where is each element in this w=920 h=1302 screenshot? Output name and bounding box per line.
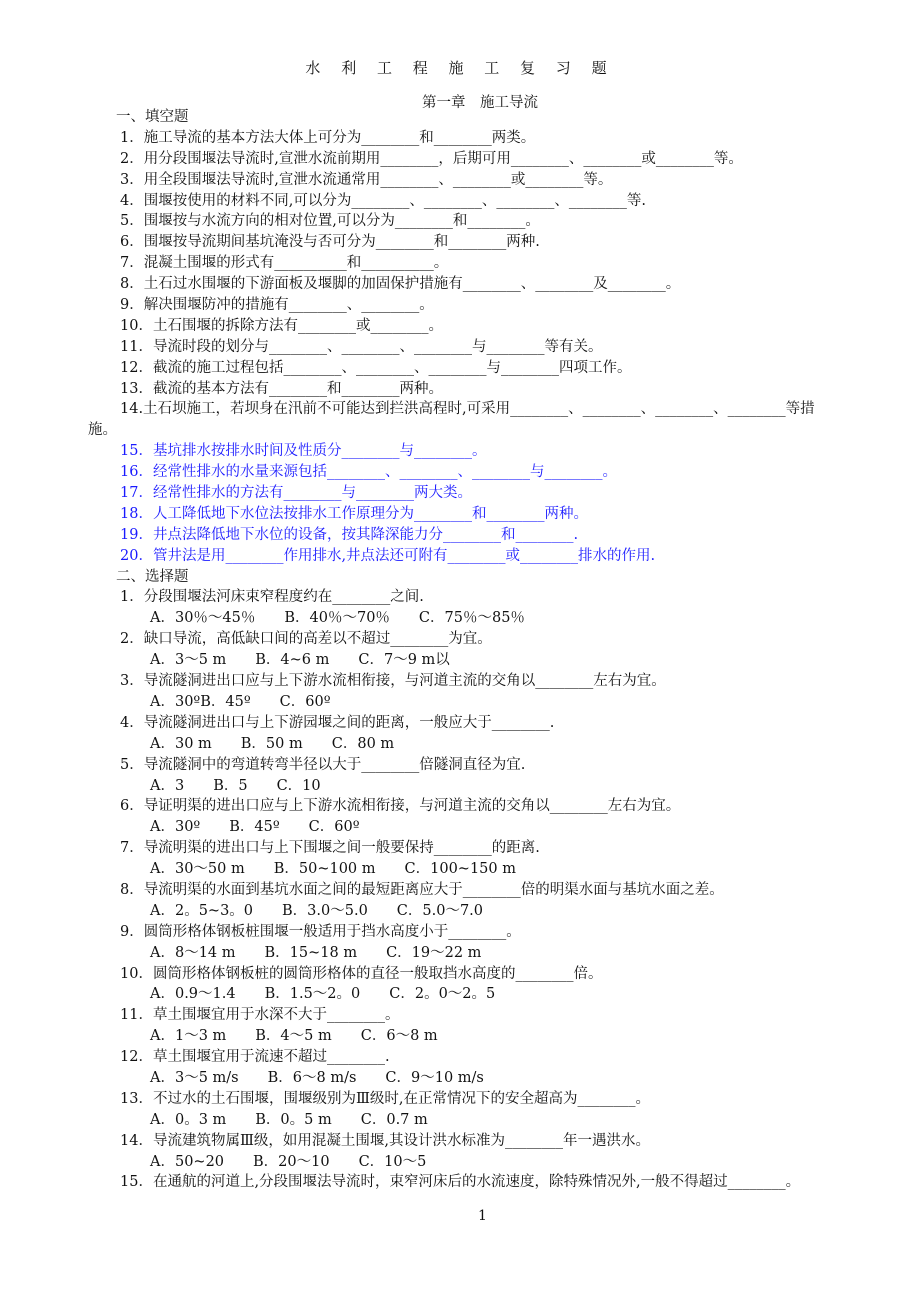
fill-question-blue: 18．人工降低地下水位法按排水工作原理分为________和________两种。 <box>120 505 588 522</box>
choice-question-15: 15．在通航的河道上,分段围堰法导流时，束窄河床后的水流速度，除特殊情况外,一般不得超过________。 <box>120 1174 801 1191</box>
fill-question-blue: 17．经常性排水的方法有________与________两大类。 <box>120 485 472 502</box>
fill-question-blue: 15．基坑排水按排水时间及性质分________与________。 <box>120 443 487 460</box>
document-title: 水 利 工 程 施 工 复 习 题 <box>305 59 615 77</box>
choice-options: A．30 m B．50 m C．80 m <box>150 735 395 752</box>
choice-question: 9．圆筒形格体钢板桩围堰一般适用于挡水高度小于________。 <box>120 923 521 940</box>
choice-options: A．8～14 m B．15~18 m C．19～22 m <box>150 944 482 961</box>
fill-question: 11．导流时段的划分与________、________、________与________等有关。 <box>120 338 603 355</box>
fill-question-14-continued: 施。 <box>88 422 117 439</box>
choice-options: A．30％～45％ B．40％～70％ C．75％～85％ <box>150 610 525 627</box>
section-heading-choice: 二、选择题 <box>116 568 189 585</box>
choice-options: A．2。5~3。0 B．3.0～5.0 C．5.0～7.0 <box>150 902 484 919</box>
fill-question: 2．用分段围堰法导流时,宣泄水流前期用________，后期可用________、________或________等。 <box>120 150 743 167</box>
choice-options: A．30～50 m B．50~100 m C．100~150 m <box>150 861 516 878</box>
section-heading-fill: 一、填空题 <box>116 109 189 125</box>
choice-question: 7．导流明渠的进出口与上下围堰之间一般要保持________的距离. <box>120 840 540 857</box>
fill-question: 10．土石围堰的拆除方法有________或________。 <box>120 317 443 334</box>
choice-options: A．3～5 m B．4~6 m C．7～9 m以 <box>150 652 450 669</box>
choice-options: A．1～3 m B．4～5 m C．6～8 m <box>150 1028 438 1045</box>
page-number: 1 <box>478 1208 487 1224</box>
choice-options: A．0。3 m B．0。5 m C．0.7 m <box>150 1111 428 1128</box>
fill-question: 4．围堰按使用的材料不同,可以分为________、________、________、________等. <box>120 192 646 209</box>
choice-question: 10．圆筒形格体钢板桩的圆筒形格体的直径一般取挡水高度的________倍。 <box>120 965 603 982</box>
choice-question: 8．导流明渠的水面到基坑水面之间的最短距离应大于________倍的明渠水面与基坑水面之差。 <box>120 881 724 898</box>
choice-question: 12．草土围堰宜用于流速不超过________. <box>120 1049 390 1066</box>
choice-question: 14．导流建筑物属Ⅲ级，如用混凝土围堰,其设计洪水标准为________年一遇洪水。 <box>120 1132 651 1149</box>
choice-options: A．30ºB．45º C．60º <box>150 693 331 710</box>
fill-question: 7．混凝土围堰的形式有__________和__________。 <box>120 255 449 272</box>
choice-options: A．0.9～1.4 B．1.5～2。0 C．2。0～2。5 <box>150 986 496 1003</box>
choice-question: 5．导流隧洞中的弯道转弯半径以大于________倍隧洞直径为宜. <box>120 756 526 773</box>
choice-options: A．30º B．45º C．60º <box>150 819 360 836</box>
fill-question-14: 14.土石坝施工，若坝身在汛前不可能达到拦洪高程时,可采用________、________、________、________等措 <box>120 401 815 418</box>
choice-question: 3．导流隧洞进出口应与上下游水流相衔接，与河道主流的交角以________左右为宜。 <box>120 673 666 690</box>
fill-question-blue: 16．经常性排水的水量来源包括________、________、________与________。 <box>120 464 617 481</box>
document-body <box>88 107 888 1193</box>
choice-question: 4．导流隧洞进出口与上下游园堰之间的距离，一般应大于________. <box>120 714 555 731</box>
choice-options: A．3～5 m/s B．6～8 m/s C．9～10 m/s <box>150 1069 484 1086</box>
fill-question: 3．用全段围堰法导流时,宣泄水流通常用________、________或________等。 <box>120 171 613 188</box>
choice-question: 6．导证明渠的进出口应与上下游水流相衔接，与河道主流的交角以________左右为宜。 <box>120 798 681 815</box>
fill-question-blue: 20．管井法是用________作用排水,井点法还可附有________或________排水的作用. <box>120 547 656 564</box>
choice-question: 13．不过水的土石围堰，围堰级别为Ⅲ级时,在正常情况下的安全超高为________。 <box>120 1090 651 1107</box>
fill-question: 9．解决围堰防冲的措施有________、________。 <box>120 297 434 314</box>
fill-question: 12．截流的施工过程包括________、________、________与________四项工作。 <box>120 359 632 376</box>
fill-question: 8．土石过水围堰的下游面板及堰脚的加固保护措施有________、________及________。 <box>120 276 681 293</box>
choice-question: 1．分段围堰法河床束窄程度约在________之间. <box>120 589 424 606</box>
choice-question: 11．草土围堰宜用于水深不大于________。 <box>120 1007 400 1024</box>
fill-question: 1．施工导流的基本方法大体上可分为________和________两类。 <box>120 129 536 146</box>
fill-question: 5．围堰按与水流方向的相对位置,可以分为________和________。 <box>120 213 540 230</box>
chapter-heading: 第一章 施工导流 <box>422 95 538 111</box>
fill-question-blue: 19．井点法降低地下水位的设备，按其降深能力分________和________. <box>120 526 579 543</box>
choice-question: 2．缺口导流，高低缺口间的高差以不超过________为宜。 <box>120 631 492 648</box>
choice-options: A．3 B．5 C．10 <box>150 777 321 794</box>
fill-question: 13．截流的基本方法有________和________两种。 <box>120 380 443 397</box>
fill-question: 6．围堰按导流期间基坑淹没与否可分为________和________两种. <box>120 234 540 251</box>
choice-options: A．50~20 B．20～10 C．10～5 <box>150 1153 427 1170</box>
